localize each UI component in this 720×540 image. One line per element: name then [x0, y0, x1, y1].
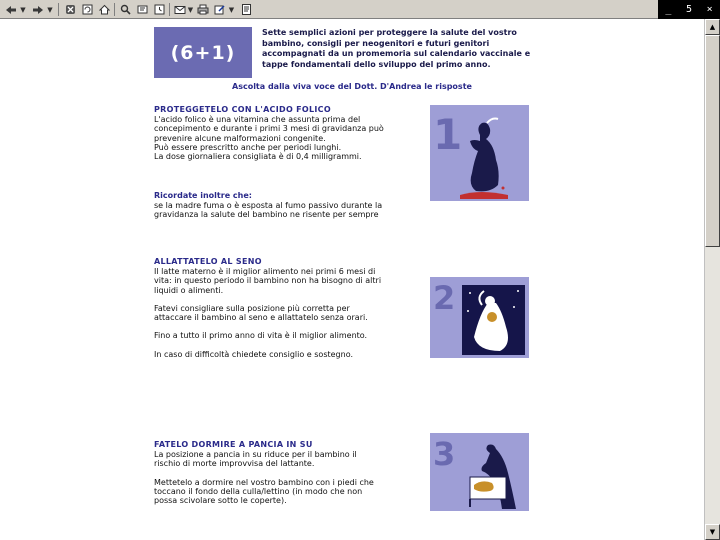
- illustration-3: [430, 433, 529, 511]
- toolbar-separator: [58, 3, 59, 16]
- window-controls: [658, 0, 720, 19]
- restore-button[interactable]: 5: [685, 4, 692, 15]
- back-icon[interactable]: [4, 2, 18, 17]
- stop-icon[interactable]: [63, 2, 77, 17]
- toolbar-separator: [169, 3, 170, 16]
- home-icon[interactable]: [97, 2, 111, 17]
- section-3-text: [154, 450, 384, 505]
- history-icon[interactable]: [152, 2, 166, 17]
- refresh-icon[interactable]: [80, 2, 94, 17]
- logo-text: (6+1): [170, 41, 236, 64]
- section-3-title: FATELO DORMIRE A PANCIA IN SU: [154, 440, 313, 449]
- section-3-paragraph: La posizione a pancia in su riduce per il bambino il rischio di morte improvvisa del lattante.: [154, 450, 357, 469]
- logo-banner: [154, 27, 252, 78]
- section-3-paragraph: Mettetelo a dormire nel vostro bambino con i piedi che toccano il fondo della culla/lettino (in modo che non possa scivolare sotto le coperte).: [154, 477, 374, 506]
- section-3-number: 3: [433, 435, 456, 473]
- print-icon[interactable]: [196, 2, 210, 17]
- section-1-paragraph: La dose giornaliera consigliata è di 0,4 milligrammi.: [154, 152, 362, 162]
- search-icon[interactable]: [118, 2, 132, 17]
- scroll-up-icon[interactable]: ▲: [705, 19, 720, 35]
- minimize-button[interactable]: _: [665, 4, 672, 15]
- section-2-title: ALLATTATELO AL SENO: [154, 257, 262, 266]
- listen-link[interactable]: Ascolta dalla viva voce del Dott. D'Andrea le risposte: [232, 82, 472, 91]
- section-1-paragraph: Può essere prescritto anche per periodi lunghi.: [154, 142, 342, 152]
- forward-dropdown-icon[interactable]: ▼: [47, 5, 53, 14]
- vertical-scrollbar[interactable]: [704, 19, 720, 540]
- mail-icon[interactable]: [173, 2, 187, 17]
- section-1-title: PROTEGGETELO CON L'ACIDO FOLICO: [154, 105, 331, 114]
- mail-dropdown-icon[interactable]: ▼: [187, 5, 194, 14]
- section-1-subhead: Ricordate inoltre che:: [154, 191, 252, 200]
- edit-dropdown-icon[interactable]: ▼: [228, 5, 235, 14]
- section-2-paragraph: Il latte materno è il miglior alimento nei primi 6 mesi di vita: in questo periodo il bambino non ha bisogno di altri liquidi o alimenti.: [154, 267, 382, 295]
- forward-icon[interactable]: [31, 2, 45, 17]
- browser-toolbar: [0, 0, 720, 19]
- favorites-icon[interactable]: [135, 2, 149, 17]
- close-button[interactable]: ×: [706, 4, 713, 15]
- section-1-number: 1: [433, 110, 463, 159]
- illustration-2: [430, 277, 529, 358]
- scroll-down-icon[interactable]: ▼: [705, 524, 720, 540]
- back-dropdown-icon[interactable]: ▼: [20, 5, 26, 14]
- intro-text: Sette semplici azioni per proteggere la salute del vostro bambino, consigli per neogenitori e futuri genitori accompagnati da un promemoria sul calendario vaccinale e tappe fondamentali dello sviluppo del primo anno.: [262, 28, 531, 69]
- section-2-paragraph: Fatevi consigliare sulla posizione più corretta per attaccare il bambino al seno e allattatelo senza orari.: [154, 303, 368, 323]
- section-2-paragraph: Fino a tutto il primo anno di vita è il miglior alimento.: [154, 331, 368, 341]
- section-1-text: [154, 115, 384, 161]
- section-1-paragraph: L'acido folico è una vitamina che assunta prima del concepimento e durante i primi 3 mesi di gravidanza può prevenire alcune malformazioni congenite.: [154, 115, 384, 143]
- section-1-subtext: se la madre fuma o è esposta al fumo passivo durante la gravidanza la salute del bambino ne risente per sempre: [154, 201, 383, 220]
- toolbar-separator: [114, 3, 115, 16]
- edit-icon[interactable]: [213, 2, 227, 17]
- scroll-thumb[interactable]: [705, 35, 720, 247]
- discuss-icon[interactable]: [240, 2, 252, 17]
- section-2-number: 2: [433, 279, 456, 317]
- section-2-paragraph: In caso di difficoltà chiedete consiglio e sostegno.: [154, 349, 353, 359]
- illustration-1: [430, 105, 529, 201]
- section-2-text: [154, 267, 384, 359]
